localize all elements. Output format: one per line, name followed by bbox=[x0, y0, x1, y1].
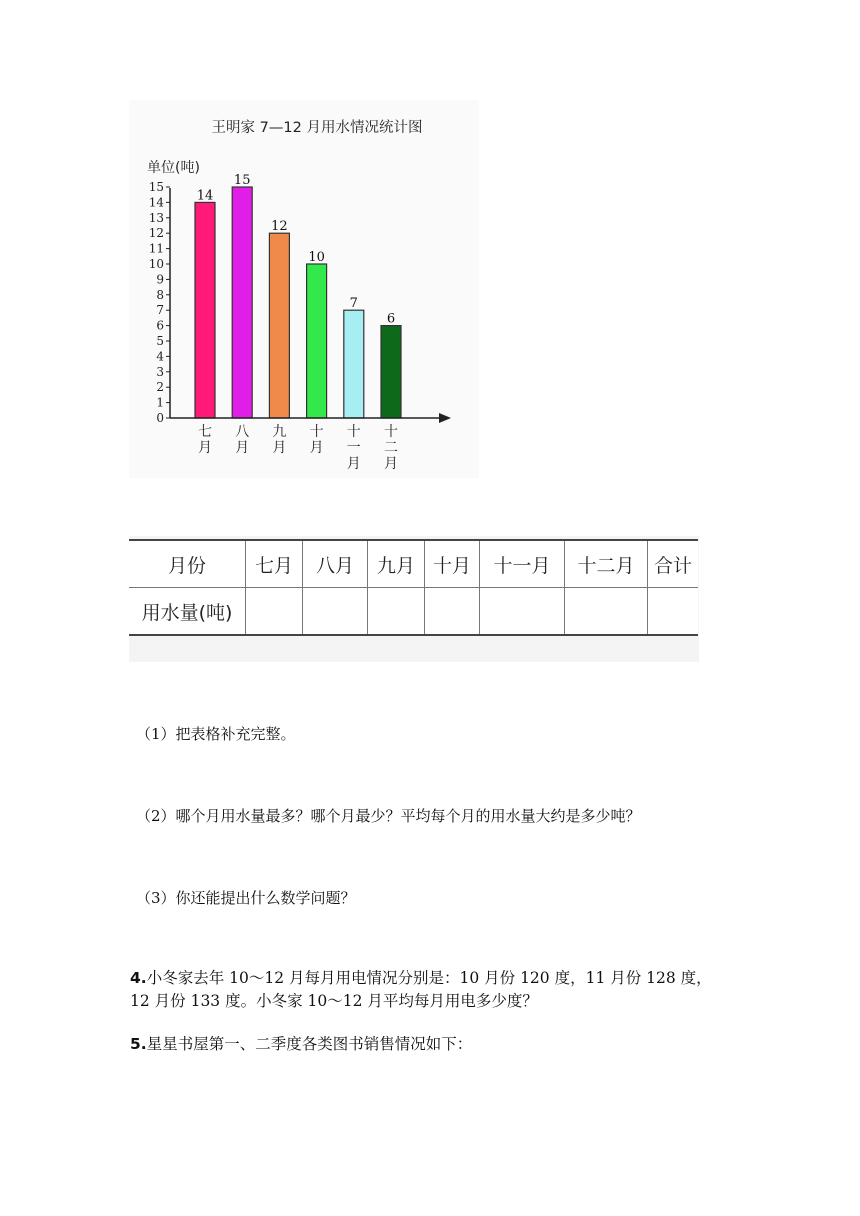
table-header-cell: 七月 bbox=[246, 540, 303, 588]
table-row bbox=[129, 588, 698, 636]
x-tick-label: 十 bbox=[346, 424, 361, 440]
x-tick-label: 月 bbox=[384, 456, 398, 472]
problem-5 bbox=[130, 1033, 750, 1056]
table-cell bbox=[368, 588, 425, 636]
y-tick-label: 8 bbox=[156, 287, 164, 302]
x-tick-label: 八 bbox=[235, 424, 250, 440]
x-tick-label: 十 bbox=[384, 424, 398, 440]
y-tick-label: 5 bbox=[156, 334, 164, 348]
table-cell bbox=[303, 588, 368, 636]
y-tick-label: 3 bbox=[156, 364, 164, 379]
chart-canvas bbox=[129, 100, 479, 478]
table-header-cell: 十二月 bbox=[565, 540, 648, 588]
x-tick-label: 月 bbox=[309, 440, 324, 456]
bar-value-label: 6 bbox=[386, 311, 396, 327]
bar-value-label: 7 bbox=[349, 296, 358, 312]
x-tick-label: 十 bbox=[309, 424, 324, 440]
bar-value-label: 12 bbox=[271, 219, 288, 235]
x-axis-arrow bbox=[439, 413, 451, 423]
problem-4 bbox=[130, 967, 750, 1013]
problem-5-number: 5. bbox=[130, 1035, 147, 1053]
table-header-cell: 九月 bbox=[368, 540, 425, 588]
table-header-cell: 月份 bbox=[129, 540, 246, 588]
chart-title: 王明家 7—12 月用水情况统计图 bbox=[211, 120, 423, 136]
usage-table bbox=[129, 539, 698, 636]
table-cell bbox=[480, 588, 565, 636]
table-cell bbox=[425, 588, 480, 636]
y-tick-label: 13 bbox=[148, 210, 164, 225]
y-tick-label: 12 bbox=[148, 226, 164, 241]
bars bbox=[195, 173, 401, 418]
table-cell bbox=[246, 588, 303, 636]
x-tick-label: 月 bbox=[346, 456, 361, 472]
bar bbox=[269, 233, 289, 418]
usage-table-container bbox=[129, 536, 699, 662]
bar-value-label: 14 bbox=[196, 188, 214, 204]
y-tick-label: 2 bbox=[156, 380, 164, 395]
y-tick-label: 9 bbox=[156, 272, 164, 287]
table-header-row bbox=[129, 540, 698, 588]
y-tick-label: 11 bbox=[148, 241, 164, 256]
table-cell bbox=[648, 588, 699, 636]
x-tick-label: 二 bbox=[384, 440, 398, 456]
problem-4-line-1: 小冬家去年 10～12 月每月用电情况分别是：10 月份 120 度，11 月份 128 度， bbox=[146, 969, 712, 987]
y-tick-label: 4 bbox=[156, 349, 164, 364]
bar bbox=[344, 310, 364, 418]
problem-4-line-2: 12 月份 133 度。小冬家 10～12 月平均每月用电多少度？ bbox=[130, 992, 538, 1010]
x-tick-label: 九 bbox=[272, 424, 287, 440]
table-header-cell: 八月 bbox=[303, 540, 368, 588]
y-tick-label: 6 bbox=[156, 318, 164, 333]
table-header-cell: 十月 bbox=[425, 540, 480, 588]
x-tick-label: 月 bbox=[198, 440, 212, 456]
y-tick-label: 10 bbox=[148, 257, 164, 271]
bar-value-label: 15 bbox=[233, 173, 251, 188]
y-tick-label: 14 bbox=[148, 195, 164, 210]
bar bbox=[381, 326, 401, 418]
y-tick-label: 7 bbox=[156, 303, 164, 318]
x-tick-label: 月 bbox=[272, 440, 287, 456]
bar-value-label: 10 bbox=[308, 250, 325, 265]
y-axis-ticks bbox=[149, 180, 170, 425]
bar bbox=[307, 264, 327, 418]
x-tick-label: 一 bbox=[346, 440, 361, 456]
question-2: （2）哪个月用水量最多？哪个月最少？平均每个月的用水量大约是多少吨？ bbox=[136, 807, 641, 825]
table-header-cell: 十一月 bbox=[480, 540, 565, 588]
bar bbox=[195, 202, 215, 418]
problem-4-number: 4. bbox=[130, 969, 147, 987]
water-usage-chart bbox=[129, 100, 479, 478]
problem-5-text: 星星书屋第一、二季度各类图书销售情况如下： bbox=[146, 1035, 473, 1053]
table-row-label: 用水量(吨) bbox=[129, 588, 246, 636]
y-tick-label: 0 bbox=[156, 411, 164, 425]
y-axis-label: 单位(吨) bbox=[147, 160, 200, 176]
question-1: （1）把表格补充完整。 bbox=[136, 725, 296, 743]
table-cell bbox=[565, 588, 648, 636]
question-3: （3）你还能提出什么数学问题？ bbox=[136, 889, 356, 907]
x-tick-label: 月 bbox=[235, 440, 250, 456]
y-tick-label: 15 bbox=[148, 180, 164, 194]
table-header-cell: 合计 bbox=[648, 540, 699, 588]
x-tick-label: 七 bbox=[198, 424, 212, 440]
y-tick-label: 1 bbox=[156, 395, 164, 410]
x-axis-tick-labels bbox=[198, 424, 398, 472]
bar bbox=[232, 187, 252, 418]
